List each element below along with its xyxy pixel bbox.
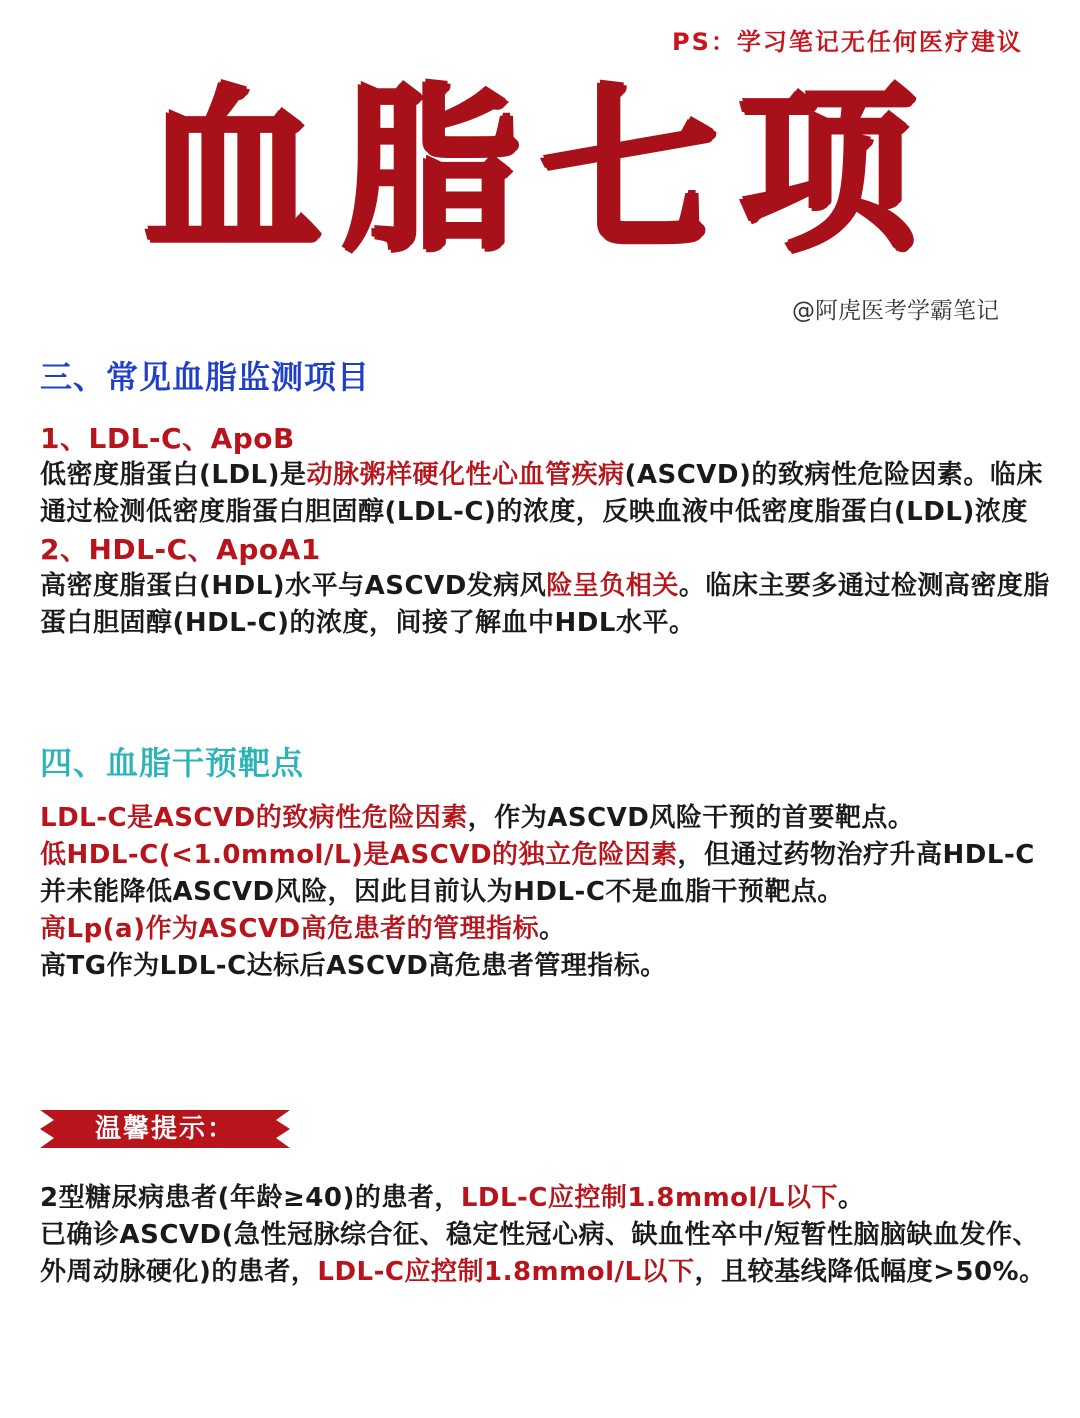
target-paragraph-4: 高TG作为LDL-C达标后ASCVD高危患者管理指标。 — [40, 951, 667, 981]
text-segment: ，但通过药物治疗升高HDL-C并未能降低ASCVD风险，因此目前认为HDL-C不是血脂干预靶点。 — [40, 840, 1035, 907]
text-segment: 。临床主要多通过检测高密度脂蛋白胆固醇(HDL-C)的浓度，间接了解血中HDL水平。 — [40, 571, 1050, 638]
text-segment: ，作为ASCVD风险干预的首要靶点。 — [467, 803, 915, 833]
text-segment: 。 — [838, 1183, 865, 1213]
author-credit: @阿虎医考学霸笔记 — [792, 298, 999, 324]
text-segment: 。 — [539, 914, 566, 944]
highlight-text: 险呈负相关 — [546, 571, 679, 601]
highlight-text: 高Lp(a)作为ASCVD高危患者的管理指标 — [40, 914, 540, 944]
text-segment: 2型糖尿病患者(年龄≥40)的患者， — [40, 1183, 461, 1213]
section-heading-monitoring: 三、常见血脂监测项目 — [40, 358, 371, 396]
tip-label: 温馨提示： — [94, 1114, 235, 1144]
item-ldl-body — [40, 457, 1050, 531]
item-hdl-body — [40, 568, 1050, 642]
page-title: 血脂七项 — [144, 68, 936, 275]
highlight-text: LDL-C应控制1.8mmol/L以下 — [460, 1183, 838, 1213]
highlight-text: LDL-C是ASCVD的致病性危险因素 — [40, 803, 468, 833]
target-paragraph-2 — [40, 837, 1050, 911]
text-segment: ，且较基线降低幅度>50%。 — [694, 1257, 1046, 1287]
tip-banner — [40, 1104, 290, 1154]
item-ldl-title: 1、LDL-C、ApoB — [40, 422, 295, 455]
highlight-text: 动脉粥样硬化性心血管疾病 — [306, 460, 625, 490]
highlight-text: LDL-C应控制1.8mmol/L以下 — [317, 1257, 695, 1287]
intervention-targets — [40, 800, 1050, 985]
monitoring-items — [40, 420, 1050, 642]
tip-paragraph-1 — [40, 1180, 1050, 1217]
text-segment: 已确诊ASCVD(急性冠脉综合征、稳定性冠心病、缺血性卒中/短暂性脑脑缺血发作、外周动脉硬化)的患者， — [40, 1220, 1040, 1287]
tips-content — [40, 1180, 1050, 1291]
highlight-text: 低HDL-C(<1.0mmol/L)是ASCVD的独立危险因素 — [40, 840, 678, 870]
tip-paragraph-2 — [40, 1217, 1050, 1291]
target-paragraph-3 — [40, 911, 1050, 948]
text-segment: (ASCVD)的致病性危险因素。临床通过检测低密度脂蛋白胆固醇(LDL-C)的浓度，反映血液中低密度脂蛋白(LDL)浓度 — [40, 460, 1043, 527]
text-segment: 低密度脂蛋白(LDL)是 — [40, 460, 307, 490]
item-hdl-title: 2、HDL-C、ApoA1 — [40, 533, 321, 566]
disclaimer-note: PS：学习笔记无任何医疗建议 — [672, 28, 1023, 56]
text-segment: 高密度脂蛋白(HDL)水平与ASCVD发病风 — [40, 571, 547, 601]
section-heading-targets: 四、血脂干预靶点 — [40, 744, 305, 782]
target-paragraph-1 — [40, 800, 1050, 837]
